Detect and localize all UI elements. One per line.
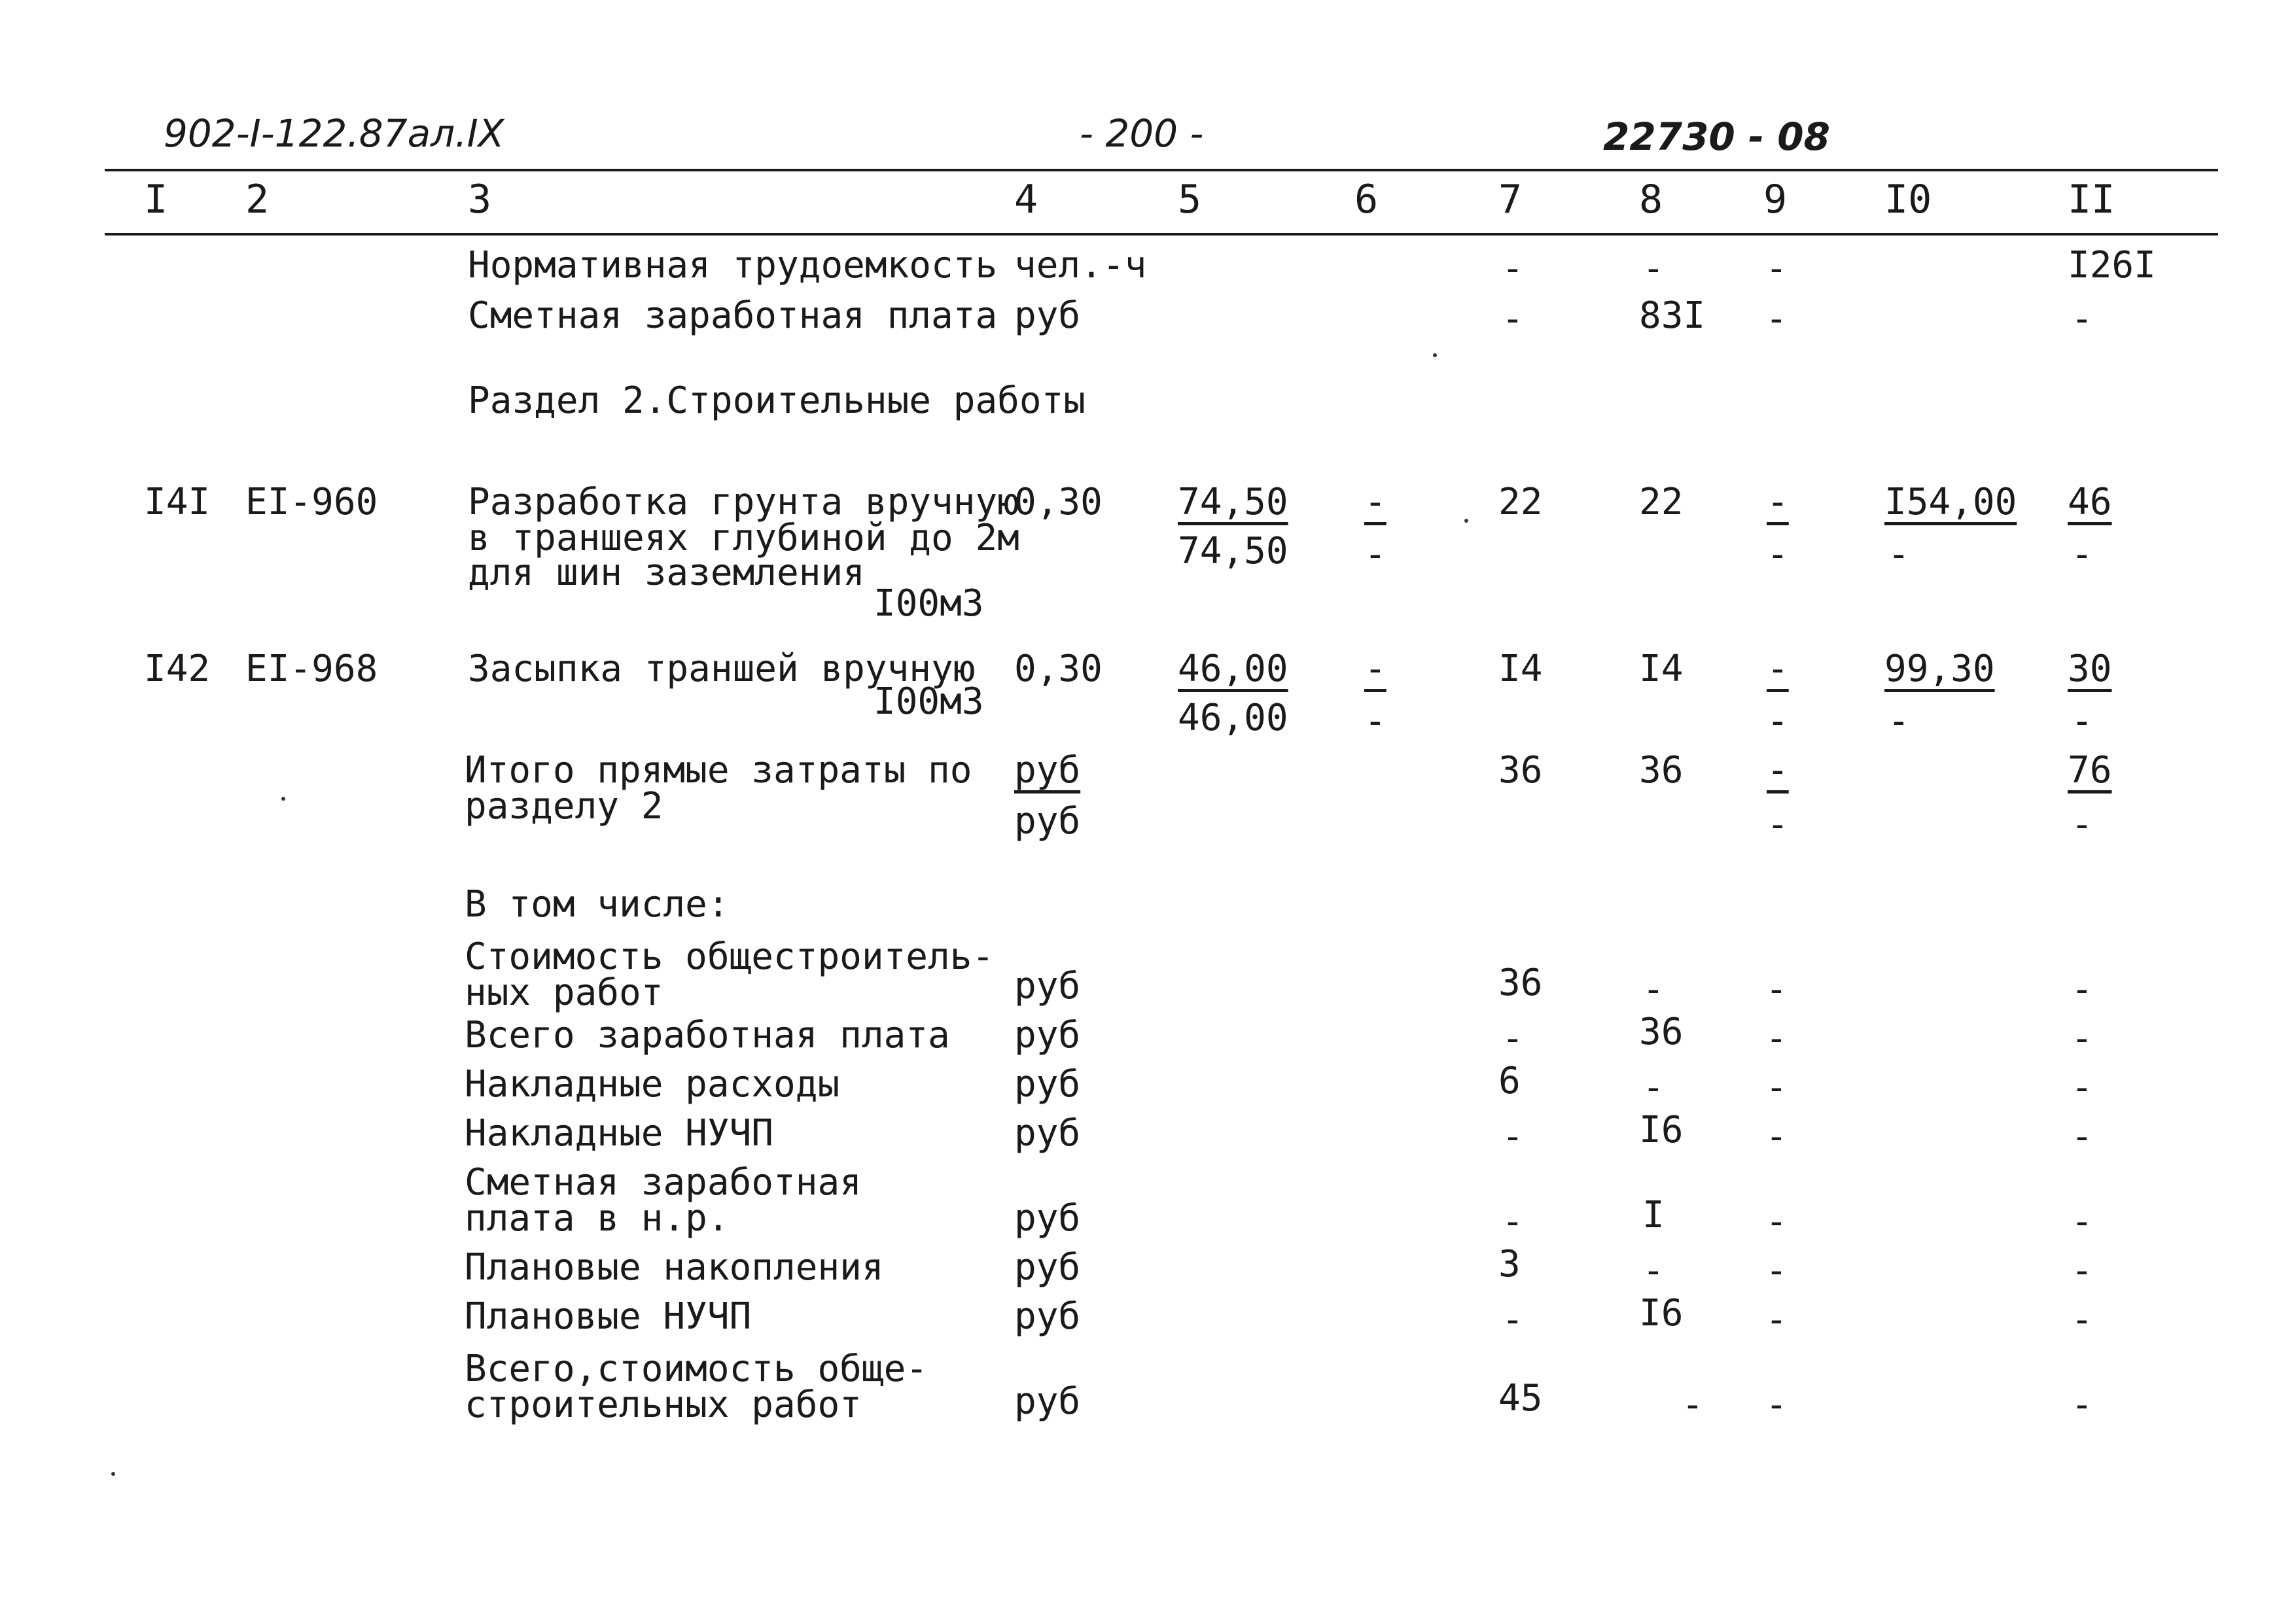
including-label: В том числе: <box>465 883 730 926</box>
row-description: Плановые накопления <box>465 1246 884 1289</box>
col8-value: I4 <box>1639 648 1684 690</box>
col7-value: - <box>1502 1115 1524 1158</box>
col8-value: - <box>1642 247 1665 290</box>
column-header-7: 7 <box>1498 177 1523 222</box>
column-header-10: I0 <box>1884 177 1932 222</box>
row-description: Сметная заработная <box>465 1161 862 1204</box>
col11-bottom-value: - <box>2071 533 2093 576</box>
item-quantity: 0,30 <box>1014 481 1103 523</box>
col11-value: - <box>2071 1017 2093 1060</box>
row-unit: руб <box>1014 1295 1081 1338</box>
scan-speck <box>281 797 285 801</box>
col7-value: 45 <box>1498 1377 1543 1420</box>
item-quantity: 0,30 <box>1014 648 1103 690</box>
row-unit: руб <box>1014 1063 1081 1106</box>
col11-top-value: 76 <box>2068 749 2112 792</box>
col7-value: 36 <box>1498 962 1543 1004</box>
page-number: - 200 - <box>1080 111 1204 156</box>
col9-bottom-value: - <box>1767 533 1789 576</box>
column-header-2: 2 <box>245 177 270 222</box>
col7-value: - <box>1502 298 1524 340</box>
row-unit: руб <box>1014 294 1081 337</box>
row-description: Стоимость общестроитель- <box>465 935 995 978</box>
row-description: Всего,стоимость обще- <box>465 1348 928 1390</box>
col11-top-value: 46 <box>2068 481 2112 523</box>
row-description-line2: ных работ <box>465 971 663 1014</box>
table-header-bottom-rule <box>105 233 2218 236</box>
row-description: Накладные расходы <box>465 1063 840 1106</box>
row-description: Сметная заработная плата <box>468 294 998 337</box>
document-stamp-number: 22730 - 08 <box>1603 114 1830 159</box>
col11-value: - <box>2071 1115 2093 1158</box>
row-description: Всего заработная плата <box>465 1014 950 1056</box>
col8-value: 36 <box>1639 749 1684 792</box>
item-number: I42 <box>144 648 211 690</box>
column-header-3: 3 <box>468 177 492 222</box>
total-unit-bottom: руб <box>1014 800 1081 843</box>
col9-bottom-value: - <box>1767 700 1789 742</box>
col5-top-value: 74,50 <box>1178 481 1288 523</box>
row-unit: чел.-ч <box>1014 244 1147 287</box>
item-name-line1: Засыпка траншей вручную <box>468 648 976 690</box>
scan-speck <box>1433 353 1437 357</box>
row-unit: руб <box>1014 965 1081 1007</box>
col11-bottom-value: - <box>2071 700 2093 742</box>
item-number: I4I <box>144 481 211 523</box>
column-header-5: 5 <box>1178 177 1202 222</box>
col5-bottom-value: 74,50 <box>1178 530 1288 572</box>
col7-value: 6 <box>1498 1060 1521 1102</box>
section-title: Раздел 2.Строительные работы <box>468 379 1086 422</box>
col7-value: 22 <box>1498 481 1543 523</box>
col9-value: - <box>1765 1017 1788 1060</box>
col9-value: - <box>1765 1066 1788 1109</box>
col10-top-value: 99,30 <box>1884 648 1995 690</box>
item-name-line3: для шин заземления <box>468 551 865 594</box>
col8-value: I <box>1642 1194 1665 1236</box>
col9-bottom-value: - <box>1767 803 1789 846</box>
row-unit: руб <box>1014 1380 1081 1423</box>
item-code: EI-968 <box>245 648 378 690</box>
col11-bottom-value: - <box>2071 803 2093 846</box>
col11-value: - <box>2071 968 2093 1011</box>
col11-value: - <box>2071 1200 2093 1243</box>
col9-value: - <box>1765 1384 1788 1426</box>
col11-value: - <box>2071 1299 2093 1341</box>
col9-value: - <box>1765 968 1788 1011</box>
col8-value: 36 <box>1639 1011 1684 1053</box>
scan-speck <box>111 1472 115 1476</box>
column-header-11: II <box>2068 177 2115 222</box>
col7-value: - <box>1502 1200 1524 1243</box>
col8-value: - <box>1642 968 1665 1011</box>
row-description: Нормативная трудоемкость <box>468 244 998 287</box>
col11-top-value: 30 <box>2068 648 2112 690</box>
col8-value: 22 <box>1639 481 1684 523</box>
col6-bottom-value: - <box>1364 533 1386 576</box>
item-unit: I00м3 <box>874 680 984 723</box>
col6-top-value: - <box>1364 481 1386 523</box>
col11-value: - <box>2071 298 2093 340</box>
column-header-4: 4 <box>1014 177 1038 222</box>
col7-value: 36 <box>1498 749 1543 792</box>
column-header-8: 8 <box>1639 177 1663 222</box>
col9-value: - <box>1765 247 1788 290</box>
row-unit: руб <box>1014 1246 1081 1289</box>
col7-value: 3 <box>1498 1243 1521 1285</box>
col10-bottom-value: - <box>1888 533 1910 576</box>
table-top-rule <box>105 169 2218 171</box>
column-header-6: 6 <box>1354 177 1379 222</box>
col7-value: - <box>1502 1017 1524 1060</box>
col9-value: - <box>1765 298 1788 340</box>
col8-value: - <box>1642 1066 1665 1109</box>
document-code: 902-I-122.87ал.IX <box>164 111 504 156</box>
total-label-line1: Итого прямые затраты по <box>465 749 972 792</box>
col8-value: I6 <box>1639 1109 1684 1151</box>
total-label-line2: разделу 2 <box>465 785 663 828</box>
item-code: EI-960 <box>245 481 378 523</box>
item-name-line2: в траншеях глубиной до 2м <box>468 517 1019 559</box>
col10-bottom-value: - <box>1888 700 1910 742</box>
row-description-line2: строительных работ <box>465 1384 862 1426</box>
row-description: Накладные НУЧП <box>465 1112 774 1155</box>
col9-value: - <box>1765 1200 1788 1243</box>
row-unit: руб <box>1014 1014 1081 1056</box>
col11-value: - <box>2071 1384 2093 1426</box>
col8-value: 83I <box>1639 294 1706 337</box>
column-header-9: 9 <box>1763 177 1788 222</box>
col5-bottom-value: 46,00 <box>1178 697 1288 739</box>
col5-top-value: 46,00 <box>1178 648 1288 690</box>
col9-top-value: - <box>1767 648 1789 690</box>
row-description-line2: плата в н.р. <box>465 1197 730 1240</box>
row-description: Плановые НУЧП <box>465 1295 752 1338</box>
total-unit-top: руб <box>1014 749 1081 792</box>
col6-bottom-value: - <box>1364 700 1386 742</box>
col8-value: I6 <box>1639 1292 1684 1335</box>
col7-value: - <box>1502 1299 1524 1341</box>
column-header-1: I <box>144 177 168 222</box>
col9-value: - <box>1765 1299 1788 1341</box>
scan-speck <box>1464 519 1468 523</box>
col8-value: - <box>1682 1384 1704 1426</box>
col11-value: I26I <box>2068 244 2156 287</box>
row-unit: руб <box>1014 1197 1081 1240</box>
col9-value: - <box>1765 1115 1788 1158</box>
item-unit: I00м3 <box>874 582 984 625</box>
row-unit: руб <box>1014 1112 1081 1155</box>
col8-value: - <box>1642 1249 1665 1292</box>
col9-top-value: - <box>1767 481 1789 523</box>
col11-value: - <box>2071 1066 2093 1109</box>
item-name-line1: Разработка грунта вручную <box>468 481 1019 523</box>
col9-top-value: - <box>1767 749 1789 792</box>
col7-value: - <box>1502 247 1524 290</box>
col9-value: - <box>1765 1249 1788 1292</box>
col10-top-value: I54,00 <box>1884 481 2017 523</box>
col11-value: - <box>2071 1249 2093 1292</box>
col6-top-value: - <box>1364 648 1386 690</box>
col7-value: I4 <box>1498 648 1543 690</box>
